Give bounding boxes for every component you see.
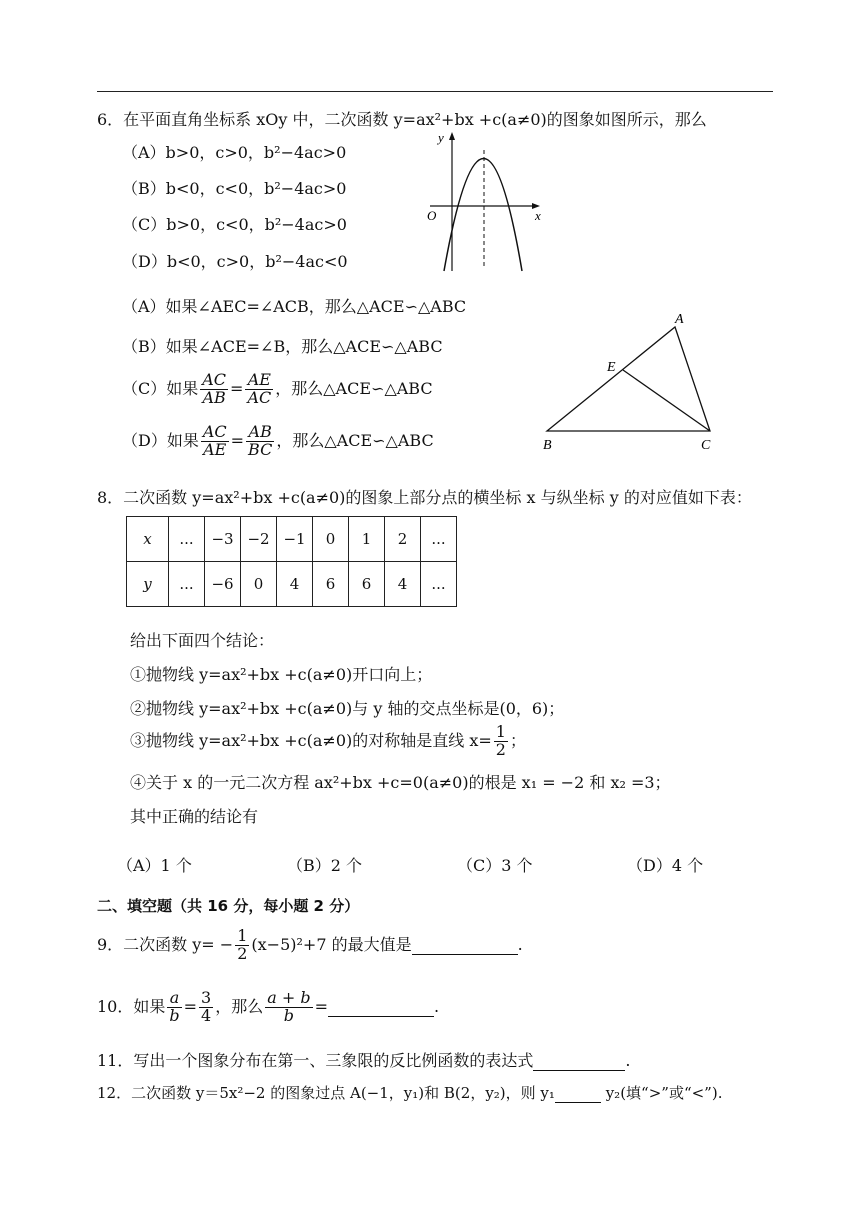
q7d-den2: BC [248,439,273,459]
q6-stem: 6．在平面直角坐标系 xOy 中，二次函数 y=ax²+bx +c(a≠0)的图象如图所示，那么 [97,110,707,129]
q12-answer-blank[interactable] [555,1084,601,1103]
q7d-num2: AB [246,424,274,442]
table-cell: −2 [241,517,277,562]
q11-answer-blank[interactable] [533,1051,625,1071]
q10-den3: b [283,1005,295,1025]
q7d-frac2 [246,424,274,459]
q10-eq: = [183,996,198,1016]
q6-x-label: x [535,208,541,223]
q7d-num1: AC [202,422,227,441]
q8c3-prefix: ③抛物线 y=ax²+bx +c(a≠0)的对称轴是直线 x= [130,730,492,750]
table-cell: ... [421,562,457,607]
q7c-prefix: （C）如果 [122,378,199,398]
q10 [97,990,439,1025]
q10-tail: = [314,996,328,1016]
table-cell: ... [421,517,457,562]
table-cell: 6 [313,562,349,607]
table-cell: 0 [313,517,349,562]
q8c3-den: 2 [495,739,506,759]
q6-option-b: （B）b<0，c<0，b²−4ac>0 [122,179,347,198]
q7c-den2: AC [247,387,272,407]
q11 [97,1048,630,1071]
table-cell: −1 [277,517,313,562]
q6-y-axis-arrow [449,132,455,140]
q8-choice-c: （C）3 个 [457,856,533,875]
q7d-den1: AE [203,439,227,459]
q8-choice-a: （A）1 个 [117,856,192,875]
q9-num: 1 [237,926,248,945]
q6-option-c: （C）b>0，c<0，b²−4ac>0 [122,215,347,234]
q10-prefix: 10．如果 [97,996,166,1016]
q10-answer-blank[interactable] [328,997,434,1017]
q12 [97,1082,722,1103]
q7c-frac1 [200,372,228,407]
q7-label-c: C [701,438,711,453]
q9-suffix: (x−5)²+7 的最大值是 [251,934,412,954]
q7d-eq: = [230,430,245,450]
q9-den: 2 [237,943,248,963]
q8-choice-d: （D）4 个 [627,856,704,875]
q10-frac2 [199,990,213,1025]
table-cell: y [127,562,169,607]
q7c-num2: AE [245,372,273,390]
q8-stem: 8．二次函数 y=ax²+bx +c(a≠0)的图象上部分点的横坐标 x 与纵坐标 y 的对应值如下表： [97,488,752,507]
q6-parabola-curve [444,159,522,272]
table-row [127,517,457,562]
q7d-prefix: （D）如果 [122,430,199,450]
q6-option-a: （A）b>0，c>0，b²−4ac>0 [122,143,347,162]
q6-option-d: （D）b<0，c>0，b²−4ac<0 [122,252,348,271]
q8-conclusion-4: ④关于 x 的一元二次方程 ax²+bx +c=0(a≠0)的根是 x₁ = −2 和 x₂ =3； [130,773,671,792]
q8-conclusion-3 [130,724,526,759]
q7-label-e: E [607,360,616,375]
q8-choice-b: （B）2 个 [287,856,363,875]
q7-option-d [122,424,434,459]
q7-option-b: （B）如果∠ACE=∠B，那么△ACE∽△ABC [122,337,443,356]
q7d-frac1 [201,424,229,459]
header-rule [97,91,773,92]
q7c-den1: AB [202,387,226,407]
q8-value-table [126,516,457,607]
q8-conclusion-2: ②抛物线 y=ax²+bx +c(a≠0)与 y 轴的交点坐标是(0，6)； [130,699,565,718]
table-row [127,562,457,607]
q12-prefix: 12．二次函数 y＝5x²−2 的图象过点 A(−1，y₁)和 B(2，y₂)，则 y₁ [97,1084,555,1102]
q7-triangle-abc [547,327,710,431]
q8-intro: 给出下面四个结论： [130,631,275,650]
q10-num3: a + b [267,988,311,1007]
q10-frac1 [167,990,181,1025]
q6-parabola-graph [418,128,548,273]
q11-end: . [625,1051,631,1070]
q6-origin-label: O [427,208,437,223]
q10-num1: a [167,990,181,1008]
table-cell: 4 [385,562,421,607]
table-cell: 1 [349,517,385,562]
table-cell: ... [169,562,205,607]
q6-y-label: y [438,130,444,145]
q10-den2: 4 [201,1005,212,1025]
q8c3-frac [494,724,508,759]
q7-option-a: （A）如果∠AEC=∠ACB，那么△ACE∽△ABC [122,297,467,316]
q7-label-a: A [675,312,684,327]
q7-segment-ce [623,370,710,431]
q7-option-c [122,372,433,407]
q9-end: . [517,934,523,954]
q10-end: . [434,996,440,1016]
q7-triangle-figure [535,305,725,455]
q7d-suffix: ，那么△ACE∽△ABC [276,430,434,450]
table-cell: 4 [277,562,313,607]
q7c-frac2 [245,372,273,407]
q10-frac3 [265,990,312,1025]
table-cell: x [127,517,169,562]
q7-label-b: B [543,438,552,453]
q8c3-num: 1 [495,722,506,741]
table-cell: −3 [205,517,241,562]
q9-answer-blank[interactable] [412,935,518,955]
q7c-num1: AC [202,370,227,389]
table-cell: 6 [349,562,385,607]
table-cell: 2 [385,517,421,562]
q7c-eq: = [230,378,244,398]
q9 [97,928,523,963]
section-2-title: 二、填空题（共 16 分，每小题 2 分） [97,897,360,915]
q7c-suffix: ，那么△ACE∽△ABC [275,378,433,398]
q10-den1: b [169,1005,180,1025]
table-cell: 0 [241,562,277,607]
q12-suffix: y₂(填“>”或“<”). [605,1084,723,1102]
q9-frac [235,928,249,963]
q10-mid: ，那么 [215,996,264,1016]
q9-prefix: 9．二次函数 y= − [97,934,234,954]
q8-ask: 其中正确的结论有 [130,807,259,826]
q8-conclusion-1: ①抛物线 y=ax²+bx +c(a≠0)开口向上； [130,665,433,684]
q8c3-suffix: ； [509,730,526,750]
q10-num2: 3 [201,988,212,1007]
table-cell: ... [169,517,205,562]
table-cell: −6 [205,562,241,607]
q11-text: 11．写出一个图象分布在第一、三象限的反比例函数的表达式 [97,1051,534,1070]
